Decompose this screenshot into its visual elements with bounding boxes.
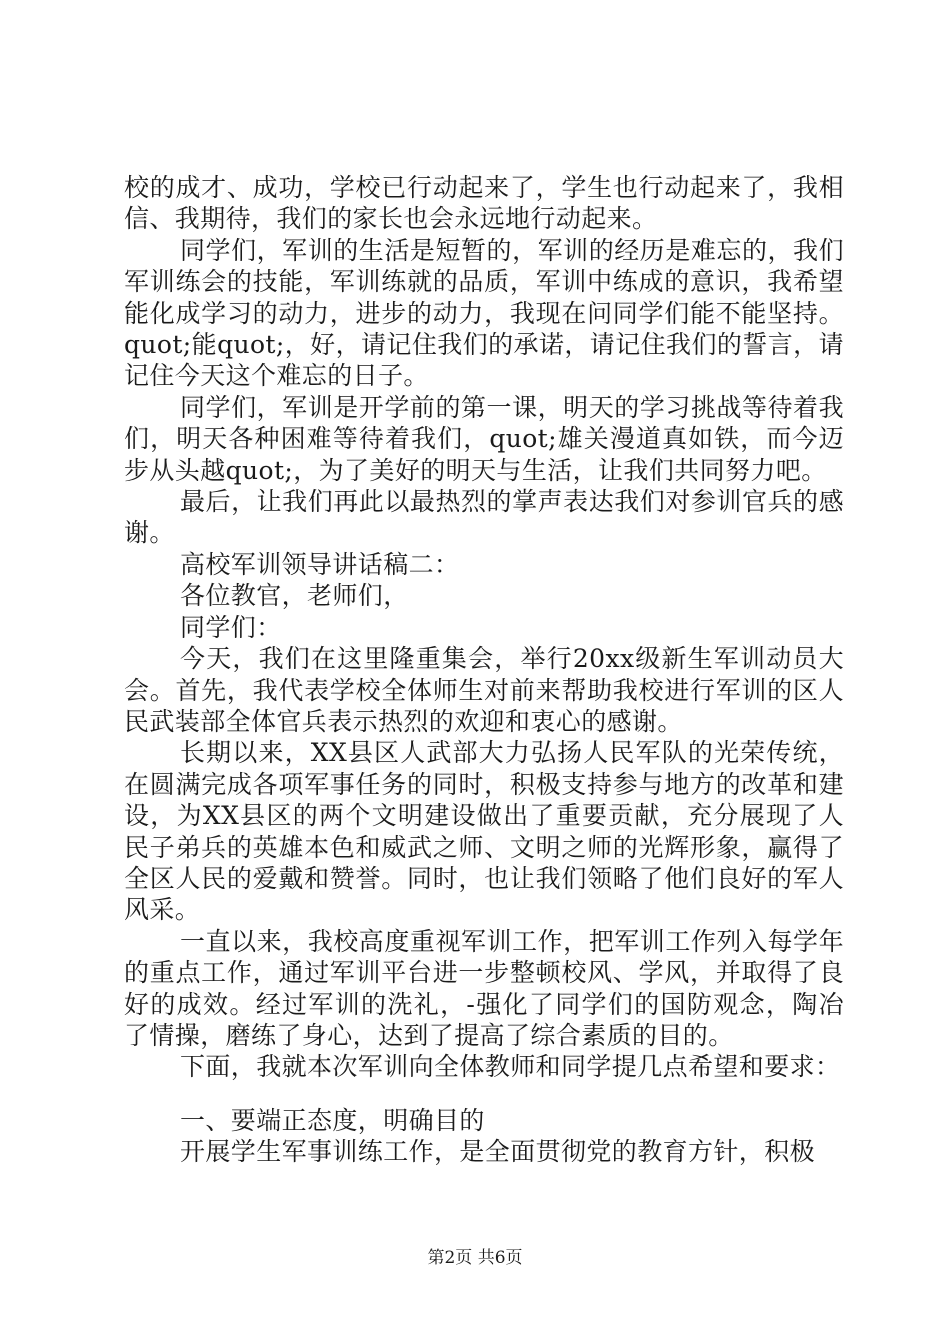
paragraph-6: 长期以来，XX县区人武部大力弘扬人民军队的光荣传统，在圆满完成各项军事任务的同时，积极支持参与地方的改革和建设，为XX县区的两个文明建设做出了重要贡献，充分展现了人民子弟兵的英雄本色和威武之师、文明之师的光辉形象，赢得了全区人民的爱戴和赞誉。同时，也让我们领略了他们良好的军人风采。	[124, 738, 844, 925]
paragraph-8: 下面，我就本次军训向全体教师和同学提几点希望和要求：	[180, 1052, 841, 1082]
salutation-line-2: 同学们：	[180, 612, 282, 642]
paragraph-9: 开展学生军事训练工作，是全面贯彻党的教育方针，积极	[180, 1137, 816, 1167]
section-title: 高校军训领导讲话稿二：	[180, 549, 460, 579]
paragraph-7: 一直以来，我校高度重视军训工作，把军训工作列入每学年的重点工作，通过军训平台进一步整顿校风、学风，并取得了良好的成效。经过军训的洗礼，-强化了同学们的国防观念，陶冶了情操，磨练了身心，达到了提高了综合素质的目的。	[124, 926, 844, 1050]
paragraph-2: 同学们，军训的生活是短暂的，军训的经历是难忘的，我们军训练会的技能，军训练就的品质，军训中练成的意识，我希望能化成学习的动力，进步的动力，我现在问同学们能不能坚持。quot;能quot;，好，请记住我们的承诺，请记住我们的誓言，请记住今天这个难忘的日子。	[124, 235, 844, 391]
paragraph-1: 校的成才、成功，学校已行动起来了，学生也行动起来了，我相信、我期待，我们的家长也会永远地行动起来。	[124, 173, 844, 234]
paragraph-5: 今天，我们在这里隆重集会，举行20xx级新生军训动员大会。首先，我代表学校全体师生对前来帮助我校进行军训的区人民武装部全体官兵表示热烈的欢迎和衷心的感谢。	[124, 644, 844, 736]
paragraph-4: 最后，让我们再此以最热烈的掌声表达我们对参训官兵的感谢。	[124, 487, 844, 548]
salutation-line-1: 各位教官，老师们，	[180, 581, 409, 611]
subheading-1: 一、要端正态度，明确目的	[180, 1105, 485, 1135]
document-body	[124, 172, 844, 1168]
page-number-footer: 第2页 共6页	[427, 1248, 523, 1268]
paragraph-3: 同学们，军训是开学前的第一课，明天的学习挑战等待着我们，明天各种困难等待着我们，quot;雄关漫道真如铁，而今迈步从头越quot;，为了美好的明天与生活，让我们共同努力吧。	[124, 392, 844, 485]
